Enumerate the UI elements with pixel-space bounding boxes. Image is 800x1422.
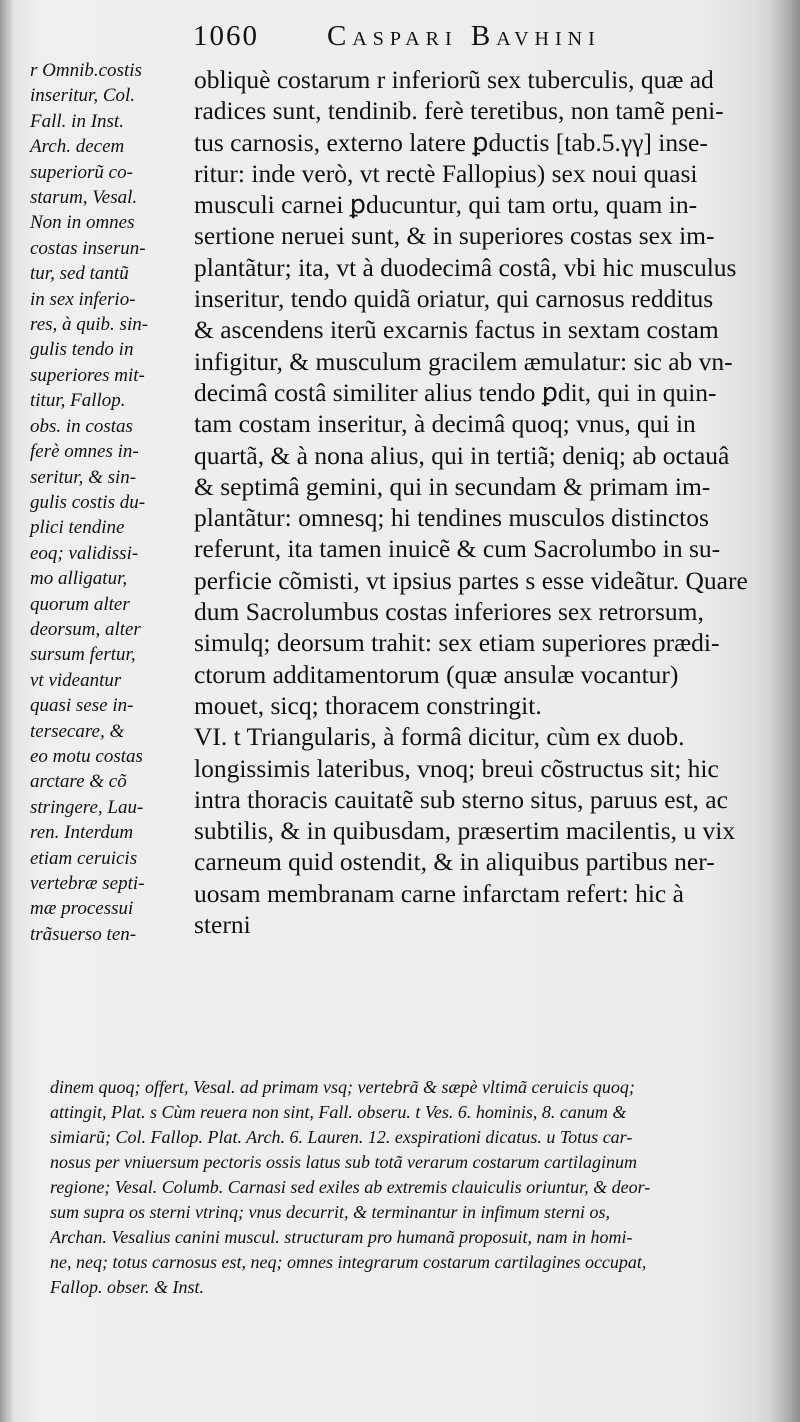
margin-note-line: costas inserun-: [30, 237, 146, 259]
footnotes: [50, 1075, 790, 1300]
margin-note-line: r Omnib.costis: [30, 60, 142, 81]
text-line: VI. t Triangularis, à formâ dicitur, cùm ex duob.: [194, 722, 685, 752]
text-line: tam costam inseritur, à decimâ quoq; vnus, qui in: [194, 409, 696, 439]
margin-note-line: Fall. in Inst.: [30, 110, 124, 132]
margin-note-line: mo alligatur,: [30, 568, 128, 590]
text-line: referunt, ita tamen inuicẽ & cum Sacrolumbo in su-: [194, 534, 721, 564]
margin-note-line: obs. in costas: [30, 415, 133, 437]
text-line: obliquè costarum r inferiorũ sex tuberculis, quæ ad: [194, 65, 714, 94]
margin-note-line: gulis tendo in: [30, 339, 134, 361]
footnote-line: simiarũ; Col. Fallop. Plat. Arch. 6. Lauren. 12. exspirationi dicatus. u Totus car-: [50, 1127, 633, 1147]
margin-note-line: quorum alter: [30, 593, 130, 615]
margin-note-line: tur, sed tantũ: [30, 263, 129, 285]
text-line: longissimis lateribus, vnoq; breui cõstructus sit; hic: [194, 753, 719, 783]
text-line: inseritur, tendo quidã oriatur, qui carnosus redditus: [194, 284, 714, 314]
margin-note-line: etiam ceruicis: [30, 847, 138, 869]
footnote-line: sum supra os sterni vtrinq; vnus decurrit, & terminantur in infimum sterni os,: [50, 1202, 611, 1222]
margin-note-line: seritur, & sin-: [30, 466, 137, 488]
margin-note-line: trãsuerso ten-: [30, 923, 137, 945]
margin-note-line: plici tendine: [30, 517, 125, 539]
margin-note-line: quasi sese in-: [30, 695, 134, 717]
margin-note-line: gulis costis du-: [30, 491, 146, 513]
text-line: tus carnosis, externo latere ꝑductis [tab.5.γγ] inse-: [194, 127, 708, 157]
margin-note-line: eo motu costas: [30, 745, 143, 767]
text-line: uosam membranam carne infarctam refert: hic à: [194, 878, 684, 908]
margin-note-line: stringere, Lau-: [30, 796, 144, 818]
footnote-line: ne, neq; totus carnosus est, neq; omnes integrarum costarum cartilagines occupat,: [50, 1252, 647, 1272]
footnote-line: nosus per vniuersum pectoris ossis latus sub totã verarum costarum cartilaginum: [50, 1152, 637, 1172]
text-line: quartã, & à nona alius, qui in tertiã; deniq; ab octauâ: [194, 440, 730, 470]
text-line: intra thoracis cauitatẽ sub sterno situs, paruus est, ac: [194, 784, 728, 814]
margin-note-line: superiores mit-: [30, 364, 145, 386]
margin-note-line: in sex inferio-: [30, 288, 136, 310]
text-line: plantãtur: omnesq; hi tendines musculos distinctos: [194, 503, 709, 533]
margin-note-line: starum, Vesal.: [30, 187, 138, 209]
main-text-column: [194, 64, 768, 940]
margin-note-line: titur, Fallop.: [30, 390, 126, 412]
margin-note-line: vertebræ septi-: [30, 873, 145, 894]
text-line: sertione neruei sunt, & in superiores costas sex im-: [194, 221, 715, 251]
margin-note-line: vt videantur: [30, 669, 122, 691]
margin-note-line: ferè omnes in-: [30, 441, 139, 463]
text-line: ctorum additamentorum (quæ ansulæ vocantur): [194, 659, 679, 689]
margin-note-line: Arch. decem: [30, 136, 125, 158]
text-line: simulq; deorsum trahit: sex etiam superiores prædi-: [194, 628, 720, 658]
margin-note-line: inseritur, Col.: [30, 85, 136, 107]
running-title: Caspari Bavhini: [327, 20, 601, 52]
text-line: carneum quid ostendit, & in aliquibus partibus ner-: [194, 847, 715, 877]
footnote-line: Fallop. obser. & Inst.: [50, 1277, 205, 1297]
margin-note-line: deorsum, alter: [30, 618, 141, 640]
text-line: mouet, sicq; thoracem constringit.: [194, 690, 542, 720]
page-number: 1060: [193, 20, 259, 52]
text-line: infigitur, & musculum gracilem æmulatur: sic ab vn-: [194, 346, 733, 376]
text-line: & ascendens iterũ excarnis factus in sextam costam: [194, 315, 719, 345]
footnote-line: regione; Vesal. Columb. Carnasi sed exiles ab extremis clauiculis oriuntur, & deor-: [50, 1177, 651, 1197]
margin-note-line: Non in omnes: [30, 212, 135, 234]
text-line: decimâ costâ similiter alius tendo ꝑdit, qui in quin-: [194, 377, 717, 407]
footnote-line: dinem quoq; offert, Vesal. ad primam vsq; vertebrã & sæpè vltimã ceruicis quoq;: [50, 1077, 635, 1097]
margin-note-line: sursum fertur,: [30, 644, 136, 666]
text-line: radices sunt, tendinib. ferè teretibus, non tamẽ peni-: [194, 96, 724, 126]
text-line: perficie cõmisti, vt ipsius partes s esse videãtur. Quare: [194, 565, 748, 595]
footnote-line: attingit, Plat. s Cùm reuera non sint, Fall. obseru. t Ves. 6. hominis, 8. canum &: [50, 1102, 627, 1122]
margin-note-line: ren. Interdum: [30, 822, 134, 844]
margin-note-line: arctare & cõ: [30, 771, 127, 793]
margin-note-line: tersecare, &: [30, 720, 125, 742]
text-line: musculi carnei ꝑducuntur, qui tam ortu, quam in-: [194, 190, 698, 220]
text-line: dum Sacrolumbus costas inferiores sex retrorsum,: [194, 597, 704, 627]
text-line: & septimâ gemini, qui in secundam & primam im-: [194, 471, 711, 501]
text-line: plantãtur; ita, vt à duodecimâ costâ, vbi hic musculus: [194, 252, 737, 282]
margin-notes: [30, 58, 190, 947]
page-header: [193, 20, 693, 60]
margin-note-line: eoq; validissi-: [30, 542, 139, 564]
margin-note-line: superiorũ co-: [30, 161, 133, 183]
margin-note-line: mæ processui: [30, 898, 134, 920]
footnote-line: Archan. Vesalius canini muscul. structuram pro humanã proposuit, nam in homi-: [50, 1227, 633, 1247]
text-line: sterni: [194, 910, 251, 940]
margin-note-line: res, à quib. sin-: [30, 314, 149, 336]
text-line: ritur: inde verò, vt rectè Fallopius) sex noui quasi: [194, 158, 698, 188]
text-line: subtilis, & in quibusdam, præsertim macilentis, u vix: [194, 816, 736, 846]
